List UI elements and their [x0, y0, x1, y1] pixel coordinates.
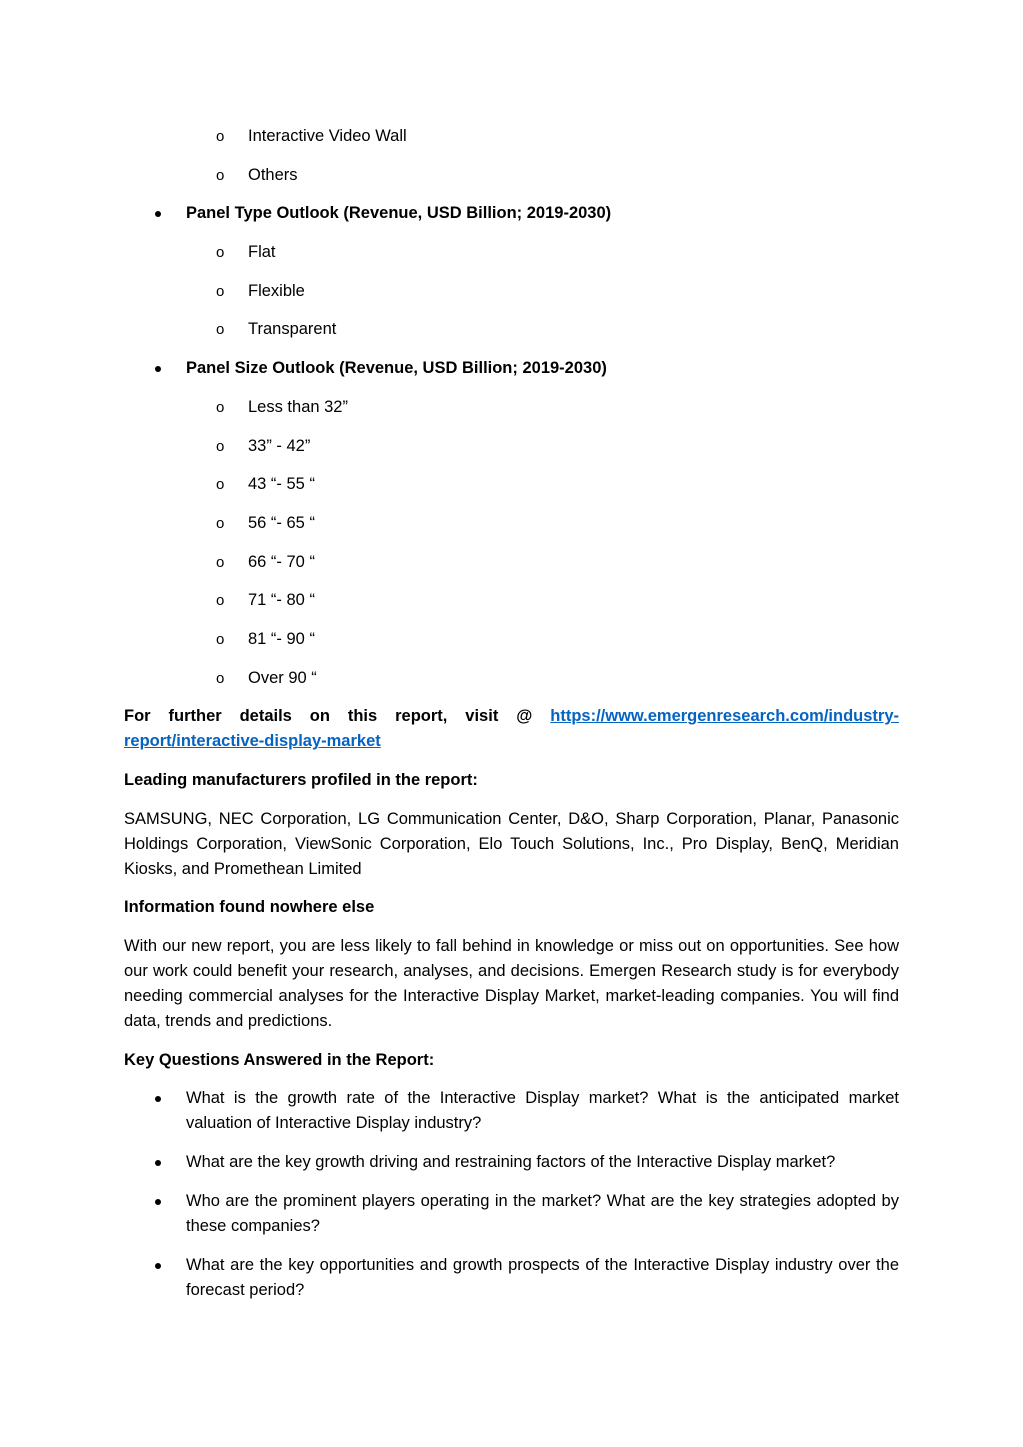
list-item-label: 43 “- 55 “ [248, 475, 315, 494]
list-item-label: 66 “- 70 “ [248, 552, 315, 571]
circle-bullet-icon: o [216, 514, 225, 532]
list-item-label: 56 “- 65 “ [248, 513, 315, 532]
bullet-icon [155, 1199, 161, 1205]
details-prefix: For further details on this report, visit @ [124, 707, 533, 726]
bullet-icon [155, 1263, 161, 1269]
circle-bullet-icon: o [216, 437, 225, 455]
question-item: What are the key opportunities and growth prospects of the Interactive Display industry over the forecast period? [124, 1253, 899, 1303]
list-item [124, 434, 899, 459]
circle-bullet-icon: o [216, 321, 225, 339]
list-item [124, 240, 899, 265]
circle-bullet-icon: o [216, 669, 225, 687]
list-item-label: Flat [248, 243, 276, 262]
circle-bullet-icon: o [216, 128, 225, 145]
panel-size-heading: Panel Size Outlook (Revenue, USD Billion; 2019-2030) [124, 356, 899, 381]
circle-bullet-icon: o [216, 282, 225, 300]
questions-heading: Key Questions Answered in the Report: [124, 1050, 435, 1069]
list-item-label: Less than 32” [248, 397, 348, 416]
circle-bullet-icon: o [216, 553, 225, 571]
list-item [124, 472, 899, 497]
circle-bullet-icon: o [216, 592, 225, 610]
bullet-icon [155, 366, 161, 372]
report-link-part2[interactable]: report/interactive-display-market [124, 732, 381, 751]
question-item: Who are the prominent players operating in the market? What are the key strategies adopted by these companies? [124, 1189, 899, 1239]
list-item-label: 33” - 42” [248, 436, 311, 455]
list-item-label: Transparent [248, 320, 337, 339]
list-item-label: 81 “- 90 “ [248, 629, 315, 648]
manufacturers-heading: Leading manufacturers profiled in the report: [124, 771, 478, 789]
question-item: What is the growth rate of the Interactive Display market? What is the anticipated market valuation of Interactive Display industry? [124, 1086, 899, 1136]
list-item [124, 163, 899, 188]
bullet-icon [155, 1160, 161, 1166]
list-item-label: Flexible [248, 281, 305, 300]
bullet-icon [155, 211, 161, 217]
bullet-icon [155, 1096, 161, 1102]
list-item [124, 627, 899, 652]
circle-bullet-icon: o [216, 398, 225, 416]
panel-type-heading: Panel Type Outlook (Revenue, USD Billion; 2019-2030) [124, 201, 899, 226]
list-item-label: Over 90 “ [248, 668, 317, 687]
report-link-part1[interactable]: https://www.emergenresearch.com/industry- [550, 707, 899, 726]
list-item [124, 511, 899, 536]
circle-bullet-icon: o [216, 166, 225, 184]
manufacturers-text: SAMSUNG, NEC Corporation, LG Communication Center, D&O, Sharp Corporation, Planar, Panasonic Holdings Corporation, ViewSonic Corporation, Elo Touch Solutions, Inc., Pro Display, BenQ, Meridian Kiosks, and Promethean Limited [124, 809, 899, 878]
list-item [124, 588, 899, 613]
circle-bullet-icon: o [216, 630, 225, 648]
question-item: What are the key growth driving and restraining factors of the Interactive Display market? [124, 1150, 899, 1175]
list-item [124, 666, 899, 691]
circle-bullet-icon: o [216, 476, 225, 494]
list-item-label: 71 “- 80 “ [248, 591, 315, 610]
list-item [124, 395, 899, 420]
info-text: With our new report, you are less likely to fall behind in knowledge or miss out on opportunities. See how our work could benefit your research, analyses, and decisions. Emergen Research study is for everybody needing commercial analyses for the Interactive Display Market, market-leading companies. You will find data, trends and predictions. [124, 937, 899, 1031]
list-item [124, 279, 899, 304]
list-item [124, 124, 899, 149]
details-paragraph [124, 704, 899, 754]
list-item-label: Interactive Video Wall [248, 127, 407, 145]
document-page [124, 124, 899, 1316]
list-item [124, 550, 899, 575]
list-item-label: Others [248, 165, 298, 184]
list-item [124, 317, 899, 342]
circle-bullet-icon: o [216, 244, 225, 262]
info-heading: Information found nowhere else [124, 898, 375, 917]
